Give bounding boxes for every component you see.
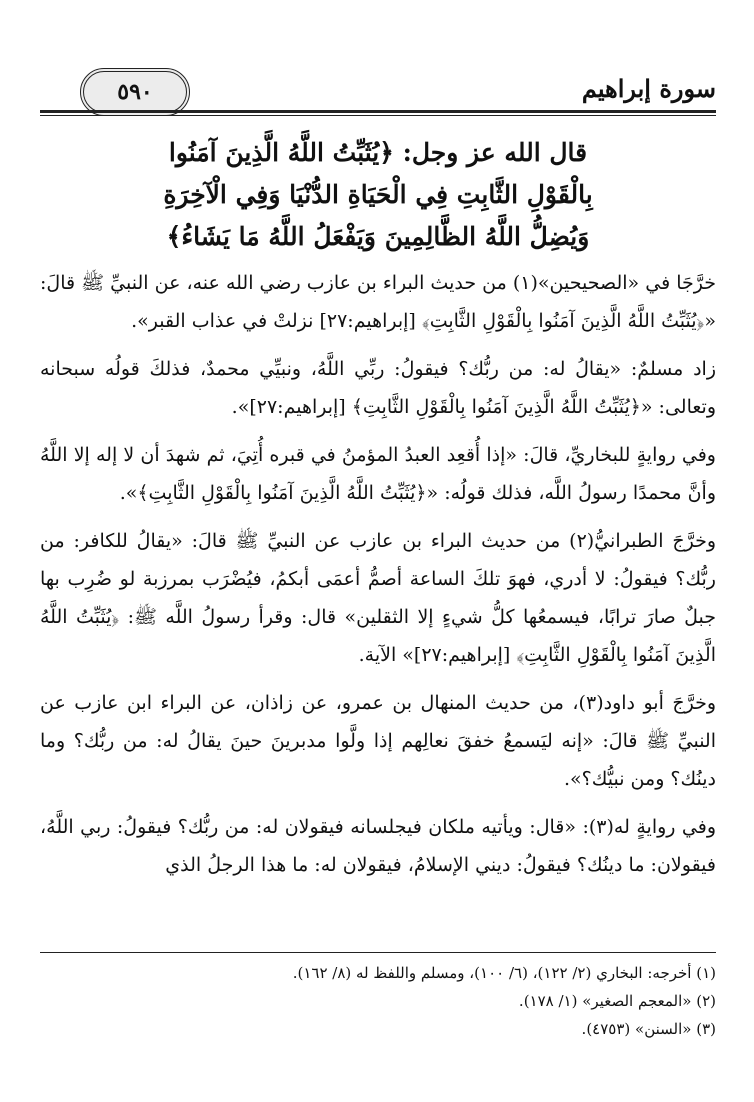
paragraph: وفي روايةٍ للبخاريِّ، قالَ: «إذا أُقعِد العبدُ المؤمنُ في قبره أُتِيَ، ثم شهدَ أن لا إله إلا اللَّهُ وأنَّ محمدًا رسولُ اللَّه، فذلك قولُه: «﴿يُثَبِّتُ اللَّهُ الَّذِينَ آمَنُوا بِالْقَوْلِ الثَّابِتِ﴾». xyxy=(40,444,716,504)
paragraph: خرَّجَا في «الصحيحين»(١) من حديث البراء بن عازب رضي الله عنه، عن النبيِّ ﷺ قالَ: «﴿يُثَبِّتُ اللَّهُ الَّذِينَ آمَنُوا بِالْقَوْلِ الثَّابِتِ﴾ [إبراهيم:٢٧] نزلتْ في عذاب القبر». xyxy=(40,272,716,332)
quran-verse-block xyxy=(40,132,716,258)
header-divider xyxy=(40,110,716,113)
surah-title: سورة إبراهيم xyxy=(581,74,716,103)
paragraph: وفي روايةٍ له(٣): «قال: ويأتيه ملكان فيجلسانه فيقولان له: من ربُّك؟ فيقولُ: ربي اللَّهُ، فيقولان: ما دينُك؟ فيقولُ: ديني الإسلامُ، فيقولان له: ما هذا الرجلُ الذي xyxy=(40,816,716,876)
footnote: (٢) «المعجم الصغير» (١/ ١٧٨). xyxy=(518,992,716,1010)
body-text xyxy=(40,264,716,894)
paragraph: وخرَّجَ أبو داود(٣)، من حديث المنهال بن عمرو، عن زاذان، عن البراء ابن عازب عن النبيِّ ﷺ قالَ: «إنه ليَسمعُ خفقَ نعالِهم إذا ولَّوا مدبرينَ حينَ يقالُ له: من ربُّك؟ وما دينُك؟ ومن نبيُّك؟». xyxy=(40,692,716,790)
page-number-badge: ٥٩٠ xyxy=(80,68,190,116)
footnote: (١) أخرجه: البخاري (٢/ ١٢٢)، (٦/ ١٠٠)، ومسلم واللفظ له (٨/ ١٦٢). xyxy=(292,964,716,982)
page-header xyxy=(40,60,716,114)
footnotes xyxy=(40,952,716,1043)
header-divider-thin xyxy=(40,115,716,116)
paragraph: زاد مسلمٌ: «يقالُ له: من ربُّك؟ فيقولُ: ربِّي اللَّهُ، ونبيِّي محمدٌ، فذلكَ قولُه سبحانه وتعالى: «﴿يُثَبِّتُ اللَّهُ الَّذِينَ آمَنُوا بِالْقَوْلِ الثَّابِتِ﴾ [إبراهيم:٢٧]». xyxy=(40,358,716,418)
verse-line: بِالْقَوْلِ الثَّابِتِ فِي الْحَيَاةِ الدُّنْيَا وَفِي الْآخِرَةِ xyxy=(163,180,593,209)
verse-line: قال الله عز وجل: ﴿يُثَبِّتُ اللَّهُ الَّذِينَ آمَنُوا xyxy=(168,138,588,167)
verse-line: وَيُضِلُّ اللَّهُ الظَّالِمِينَ وَيَفْعَلُ اللَّهُ مَا يَشَاءُ﴾ xyxy=(166,222,590,251)
footnote: (٣) «السنن» (٤٧٥٣). xyxy=(581,1020,716,1038)
paragraph: وخرَّجَ الطبرانيُّ(٢) من حديث البراء بن عازب عن النبيِّ ﷺ قالَ: «يقالُ للكافر: من ربُّك؟ فيقولُ: لا أدري، فهوَ تلكَ الساعة أصمُّ أعمَى أبكمُ، فيُضْرَب بمرزبة لو ضُرِب بها جبلٌ صارَ ترابًا، فيسمعُها كلُّ شيءٍ إلا الثقلين» قال: وقرأ رسولُ اللَّه ﷺ: ﴿يُثَبِّتُ اللَّهُ الَّذِينَ آمَنُوا بِالْقَوْلِ الثَّابِتِ﴾ [إبراهيم:٢٧]» الآية. xyxy=(40,530,716,666)
